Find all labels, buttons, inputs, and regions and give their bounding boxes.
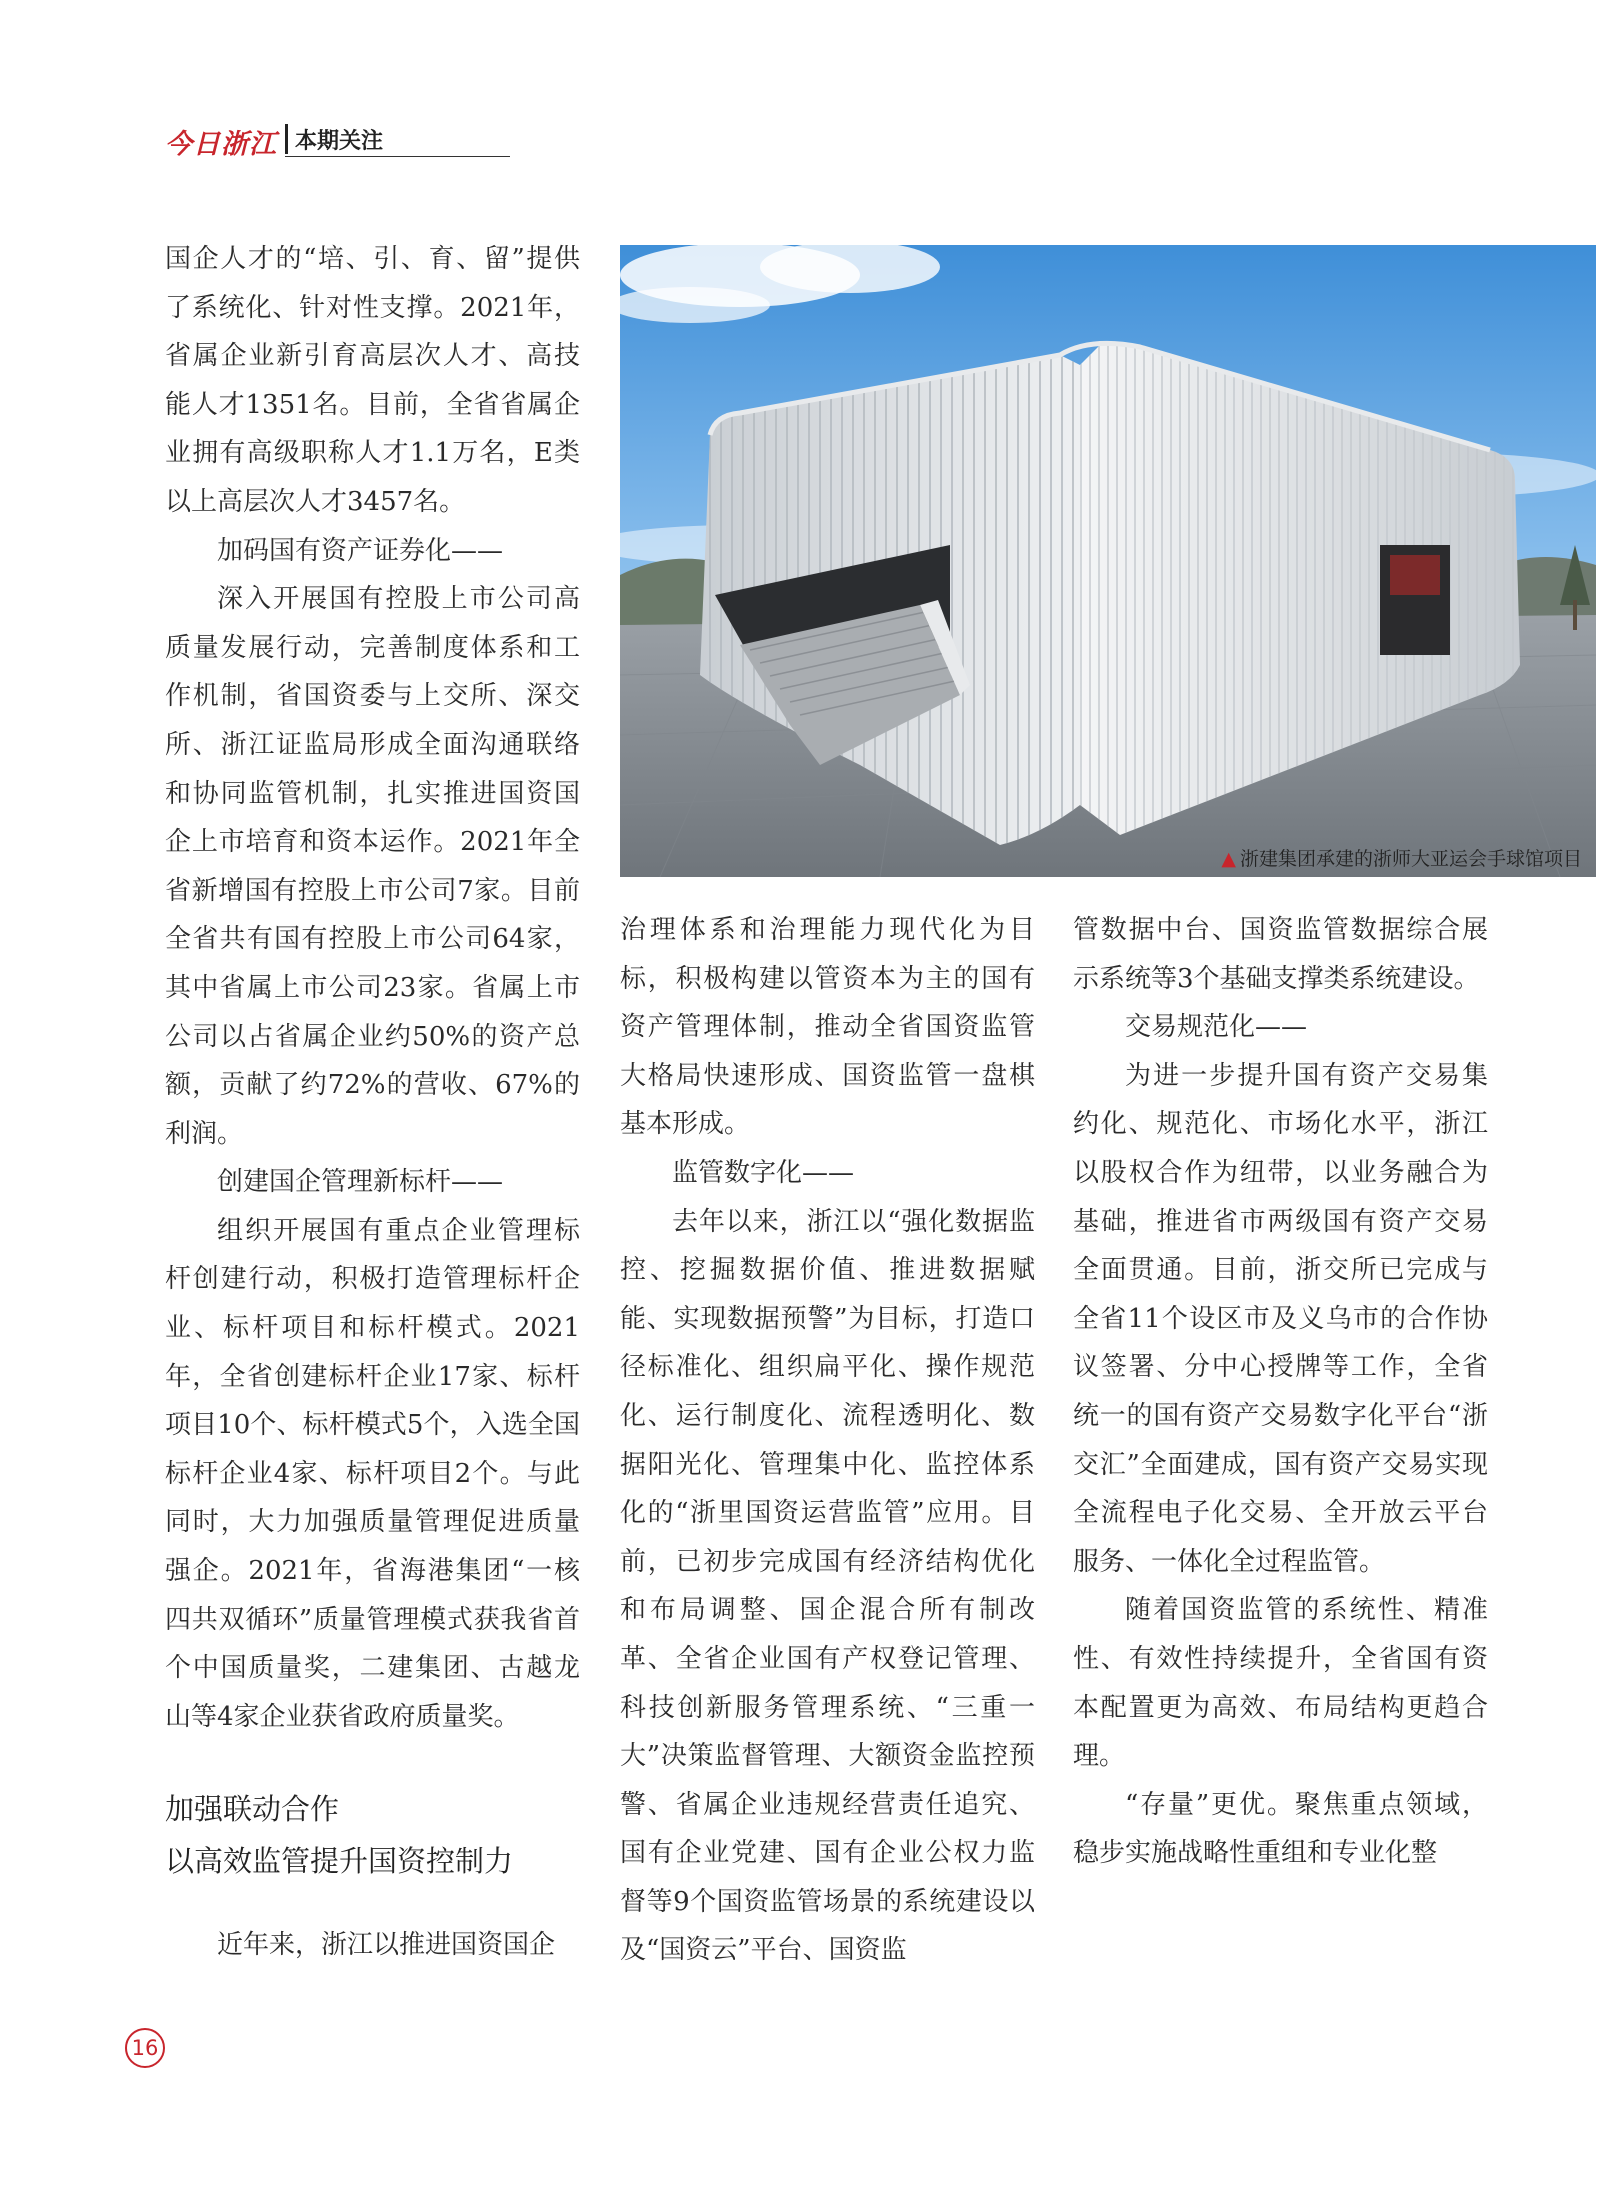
stadium-photo xyxy=(620,245,1596,877)
paragraph: 组织开展国有重点企业管理标杆创建行动，积极打造管理标杆企业、标杆项目和标杆模式。2021年，全省创建标杆企业17家、标杆项目10个、标杆模式5个，入选全国标杆企业4家、标杆项目2个。与此同时，大力加强质量管理促进质量强企。2021年，省海港集团“一核四共双循环”质量管理模式获我省首个中国质量奖，二建集团、古越龙山等4家企业获省政府质量奖。 xyxy=(165,1215,580,1732)
stadium-illustration xyxy=(620,245,1596,877)
paragraph: “存量”更优。聚焦重点领域，稳步实施战略性重组和专业化整 xyxy=(1073,1789,1488,1869)
paragraph: 去年以来，浙江以“强化数据监控、挖掘数据价值、推进数据赋能、实现数据预警”为目标，打造口径标准化、组织扁平化、操作规范化、运行制度化、流程透明化、数据阳光化、管理集中化、监控体系化的“浙里国资运营监管”应用。目前，已初步完成国有经济结构优化和布局调整、国企混合所有制改革、全省企业国有产权登记管理、科技创新服务管理系统、“三重一大”决策监督管理、大额资金监控预警、省属企业违规经营责任追究、国有企业党建、国有企业公权力监督等9个国资监管场景的系统建设以及“国资云”平台、国资监 xyxy=(620,1206,1035,1966)
section-heading: 交易规范化—— xyxy=(1125,1012,1308,1043)
caption-text: 浙建集团承建的浙师大亚运会手球馆项目 xyxy=(1239,848,1582,870)
right-column xyxy=(1073,906,1488,1878)
middle-column xyxy=(620,906,1035,1975)
section-heading: 监管数字化—— xyxy=(672,1157,855,1188)
subheading-line: 以高效监管提升国资控制力 xyxy=(165,1844,514,1879)
subheading-line: 加强联动合作 xyxy=(165,1792,340,1827)
section-heading: 加码国有资产证券化—— xyxy=(217,535,504,566)
caption-marker-icon: ▲ xyxy=(1221,848,1236,870)
paragraph: 管数据中台、国资监管数据综合展示系统等3个基础支撑类系统建设。 xyxy=(1073,915,1488,994)
paragraph: 国企人才的“培、引、育、留”提供了系统化、针对性支撑。2021年，省属企业新引育高层次人才、高技能人才1351名。目前，全省省属企业拥有高级职称人才1.1万名，E类以上高层次人才3457名。 xyxy=(165,244,580,517)
paragraph: 近年来，浙江以推进国资国企 xyxy=(217,1930,556,1961)
magazine-logo: 今日浙江 xyxy=(165,129,277,160)
article-subheading xyxy=(165,1783,580,1887)
page-header xyxy=(165,118,510,158)
section-heading: 创建国企管理新标杆—— xyxy=(217,1167,504,1198)
paragraph: 深入开展国有控股上市公司高质量发展行动，完善制度体系和工作机制，省国资委与上交所、深交所、浙江证监局形成全面沟通联络和协同监管机制，扎实推进国资国企上市培育和资本运作。2021年全省新增国有控股上市公司7家。目前全省共有国有控股上市公司64家，其中省属上市公司23家。省属上市公司以占省属企业约50%的资产总额，贡献了约72%的营收、67%的利润。 xyxy=(165,584,580,1149)
paragraph: 随着国资监管的系统性、精准性、有效性持续提升，全省国有资本配置更为高效、布局结构更趋合理。 xyxy=(1073,1595,1488,1772)
paragraph: 治理体系和治理能力现代化为目标，积极构建以管资本为主的国有资产管理体制，推动全省国资监管大格局快速形成、国资监管一盘棋基本形成。 xyxy=(620,915,1035,1140)
paragraph: 为进一步提升国有资产交易集约化、规范化、市场化水平，浙江以股权合作为纽带，以业务融合为基础，推进省市两级国有资产交易全面贯通。目前，浙交所已完成与全省11个设区市及义乌市的合作协议签署、分中心授牌等工作，全省统一的国有资产交易数字化平台“浙交汇”全面建成，国有资产交易实现全流程电子化交易、全开放云平台服务、一体化全过程监管。 xyxy=(1073,1060,1488,1577)
photo-caption xyxy=(1221,844,1582,871)
section-title: 本期关注 xyxy=(295,129,384,154)
header-divider xyxy=(285,124,288,154)
header-rule xyxy=(285,156,510,157)
page-number: 16 xyxy=(125,2028,165,2068)
left-column xyxy=(165,235,580,1970)
